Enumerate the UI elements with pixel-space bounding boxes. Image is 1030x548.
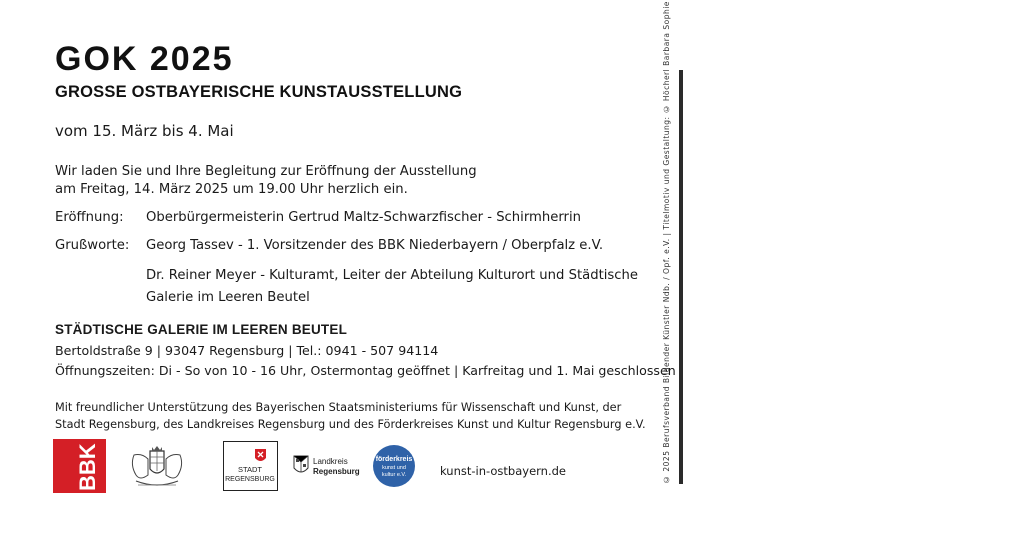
venue-hours: Öffnungszeiten: Di - So von 10 - 16 Uhr, Ostermontag geöffnet | Karfreitag und 1. Mai geschlossen (55, 363, 676, 378)
foerderkreis-logo (373, 445, 415, 487)
stadt-regensburg-logo (223, 441, 278, 491)
opening-row (55, 208, 675, 228)
venue-address: Bertoldstraße 9 | 93047 Regensburg | Tel.: 0941 - 507 94114 (55, 343, 439, 358)
stadt-logo-line-1: STADT (237, 465, 263, 474)
invitation-text (55, 163, 675, 199)
greeting-1: Georg Tassev - 1. Vorsitzender des BBK Niederbayern / Oberpfalz e.V. (146, 238, 604, 253)
venue-name: STÄDTISCHE GALERIE IM LEEREN BEUTEL (55, 322, 348, 337)
greetings-label: Grußworte: (55, 238, 130, 253)
bavaria-crest-logo (128, 445, 186, 489)
page-title: GOK 2025 (55, 40, 234, 78)
foerder-logo-line-2: kunst und (382, 465, 406, 471)
support-text (55, 399, 675, 433)
website-link[interactable]: kunst-in-ostbayern.de (440, 464, 566, 478)
landkreis-logo-line-1: Landkreis (313, 457, 348, 466)
opening-value: Oberbürgermeisterin Gertrud Maltz-Schwarzfischer - Schirmherrin (146, 210, 581, 225)
invitation-line-1: Wir laden Sie und Ihre Begleitung zur Eröffnung der Ausstellung (55, 164, 477, 179)
landkreis-logo-graphic (292, 452, 364, 480)
opening-label: Eröffnung: (55, 210, 124, 225)
support-line-1: Mit freundlicher Unterstützung des Bayerischen Staatsministeriums für Wissenschaft und Kunst, der (55, 401, 622, 414)
support-line-2: Stadt Regensburg, des Landkreises Regensburg und des Förderkreises Kunst und Kultur Regensburg e.V. (55, 418, 646, 431)
foerderkreis-logo-graphic (373, 445, 415, 487)
landkreis-regensburg-logo (292, 452, 364, 480)
page-subtitle: GROSSE OSTBAYERISCHE KUNSTAUSSTELLUNG (55, 83, 463, 101)
foerder-logo-line-3: kultur e.V. (381, 472, 407, 478)
stadt-logo-line-2: REGENSBURG (225, 476, 275, 483)
bbk-logo-text: BBK (75, 443, 100, 491)
landkreis-logo-line-2: Regensburg (313, 467, 360, 476)
credit-text: © 2025 Berufsverband Bildender Künstler Ndb. / Opf. e.V. | Titelmotiv und Gestaltung: © Höcherl Barbara Sophie (662, 1, 671, 484)
greeting-2: Dr. Reiner Meyer - Kulturamt, Leiter der Abteilung Kulturort und Städtische Galerie im Leeren Beutel (146, 268, 638, 305)
foerder-logo-line-1: förderkreis (375, 456, 413, 463)
crest-icon (128, 445, 186, 489)
exhibition-dates: vom 15. März bis 4. Mai (55, 122, 234, 140)
bbk-logo-graphic (53, 439, 106, 493)
greeting-2-row (55, 265, 675, 309)
stadt-logo-graphic (224, 442, 276, 489)
greetings-row (55, 236, 675, 256)
bbk-logo (53, 439, 106, 493)
invitation-line-2: am Freitag, 14. März 2025 um 19.00 Uhr herzlich ein. (55, 182, 408, 197)
vertical-divider (679, 70, 683, 484)
